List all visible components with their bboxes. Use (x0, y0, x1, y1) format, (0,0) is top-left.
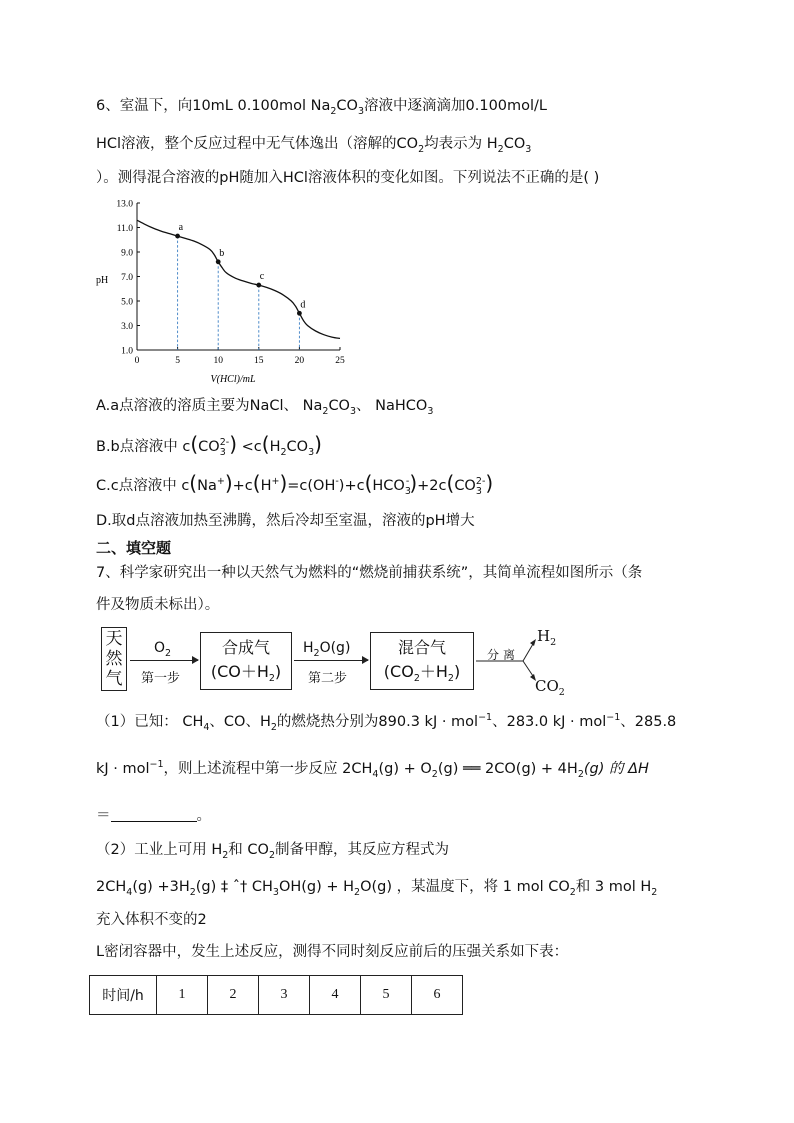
chart-ylabel: pH (96, 275, 109, 286)
sub: 2 (431, 768, 438, 780)
q6-line1-text-b: CO (336, 98, 358, 114)
sub: 2 (447, 673, 454, 685)
sub: 2 (270, 721, 277, 733)
opt-a-text-c: 、 NaHCO (356, 398, 428, 414)
p1-text-b: 、CO、H (209, 714, 271, 730)
opt-b-text-d: H (269, 439, 281, 455)
chart-xlabel: V(HCl)/mL (210, 374, 256, 385)
q7-line1: 7、科学家研究出一种以天然气为燃料的“燃烧前捕获系统”，其简单流程如图所示（条 (96, 565, 643, 581)
sub: 2 (330, 105, 337, 117)
sub: 4 (126, 886, 133, 898)
table-header-cell: 2 (208, 976, 259, 1015)
flow-arrow2-top (303, 640, 351, 659)
sub: 2 (189, 886, 196, 898)
flow-arrow1-bottom: 第一步 (141, 671, 181, 686)
p1-text-g: ，则上述流程中第一步反应 2CH (163, 761, 373, 777)
chart-x-tick-label: 10 (213, 356, 223, 366)
opt-c-text-h: +2c (417, 478, 447, 494)
flow-arrow1-top-text: O (154, 640, 166, 656)
q6-line1-text-c: 溶液中逐滴滴加0.100mol/L (364, 98, 548, 114)
flow-box-syngas (200, 632, 292, 690)
flow-out-h2-text: H (537, 627, 551, 645)
flow-split-down (523, 661, 533, 676)
table-header-cell: 4 (310, 976, 361, 1015)
sup: −1 (149, 759, 164, 771)
q6-option-b: B.b点溶液中 $c(CO_3^{2-}) <c(H_2CO_3)$ (96, 432, 322, 458)
flow-box-natural-gas (101, 627, 127, 691)
sub: 2 (550, 637, 557, 648)
chart-point-label-a: a (178, 222, 184, 234)
opt-c-text-e: =c(OH (287, 478, 336, 494)
sub: 3 (525, 143, 532, 155)
p2-text-c: 制备甲醇，其反应方程式为 (275, 842, 449, 858)
q6-line2-text-c: CO (503, 136, 526, 152)
ph-titration-chart (90, 195, 360, 390)
chart-point-label-c: c (259, 271, 265, 283)
flow-box3-bottom-c: ) (453, 662, 461, 681)
table-header-cell: 3 (259, 976, 310, 1015)
table-header-cell: 6 (412, 976, 463, 1015)
chart-x-tick-label: 15 (254, 356, 264, 366)
chart-y-tick-label: 3.0 (121, 322, 133, 332)
flow-out-h2 (537, 627, 557, 648)
flow-box-mixed-gas (370, 632, 474, 690)
chart-point-d (297, 311, 302, 316)
table-header-cell: 1 (157, 976, 208, 1015)
chart-x-tick-label: 25 (335, 356, 345, 366)
chart-series-line-ph (137, 220, 340, 338)
sub: 3 (357, 105, 365, 117)
sub: 3 (475, 485, 482, 497)
p2-text-b: 和 CO (228, 842, 269, 858)
p1-period: 。 (196, 808, 211, 824)
q7-p1-line2 (96, 759, 649, 779)
q7-p1-line3 (96, 806, 211, 826)
opt-c-text-f: )+c (338, 478, 365, 494)
flow-box1-char: 天 (105, 629, 123, 649)
sub: 2 (313, 647, 320, 659)
sub: 2 (222, 849, 229, 861)
sub: 2 (354, 886, 361, 898)
q7-line2: 件及物质未标出）。 (96, 597, 220, 613)
chart-point-a (175, 234, 180, 239)
flow-out-co2 (535, 677, 565, 698)
flow-arrow2 (294, 660, 368, 661)
chart-y-tick-label: 13.0 (116, 199, 133, 210)
flow-box2-bottom (201, 660, 291, 684)
p1-text-i: (g) ══ 2CO(g) + 4H (437, 761, 578, 777)
sub: 2 (280, 446, 287, 458)
flow-out-co2-text: CO (535, 677, 559, 695)
sub: 2 (577, 768, 584, 780)
flow-arrow1-head (192, 656, 199, 664)
chart-y-tick-label: 5.0 (121, 297, 133, 308)
sup: −1 (478, 712, 493, 724)
chart-y-tick-label: 1.0 (121, 346, 133, 357)
p2-text-g: OH(g) + H (278, 879, 355, 895)
sub: 2 (165, 647, 172, 659)
opt-c-text: C.c点溶液中 c (96, 478, 190, 494)
chart-point-b (216, 259, 221, 264)
opt-b-text-c: <c (237, 439, 262, 455)
q6-line1 (96, 96, 547, 116)
flow-box1-char: 气 (105, 669, 123, 689)
flow-arrow1 (130, 660, 198, 661)
p2-text-f: (g) ‡ ˆ† CH (195, 879, 273, 895)
opt-b-text-b: CO (198, 439, 220, 455)
q6-line3: ）。测得混合溶液的pH随加入HCl溶液体积的变化如图。下列说法不正确的是( ) (96, 170, 600, 186)
q6-line2-text-b: 均表示为 H (424, 136, 498, 152)
sub: 2 (413, 673, 420, 685)
flow-box2-top: 合成气 (221, 638, 270, 657)
p1-text-c: 的燃烧热分别为890.3 kJ · mol (276, 714, 479, 730)
chart-points (175, 222, 305, 316)
flow-box2-bottom-a: (CO＋H (210, 662, 269, 681)
q6-option-d: D.取d点溶液加热至沸腾，然后冷却至室温，溶液的pH增大 (96, 513, 475, 529)
p1-text-e: 、285.8 (620, 714, 677, 730)
chart-x-tick-label: 0 (134, 356, 140, 366)
chart-y-tick-label: 9.0 (121, 248, 133, 259)
chart-point-label-d: d (300, 299, 306, 311)
p2-text-i: 和 3 mol H (575, 879, 652, 895)
flow-split-up (523, 644, 533, 661)
chart-point-label-b: b (219, 247, 225, 259)
opt-a-text: A.a点溶液的溶质主要为NaCl、 Na (96, 398, 323, 414)
p1-text-h: (g) + O (378, 761, 432, 777)
flow-arrow1-top (154, 640, 172, 659)
p2-text-e: (g) +3H (132, 879, 190, 895)
chart-y-tick-label: 11.0 (116, 224, 133, 234)
flow-box3-bottom-b: ＋H (419, 662, 448, 681)
q6-option-a (96, 396, 433, 416)
chart-x-tick-label: 20 (294, 356, 305, 366)
sup: −1 (606, 712, 621, 724)
table-row (90, 976, 463, 1015)
sup: - (405, 476, 410, 488)
table-header-cell: 时间/h (90, 976, 157, 1015)
chart-x-tick-label: 5 (175, 356, 180, 366)
sup: 2- (219, 437, 230, 449)
sub: 3 (219, 446, 226, 458)
flow-arrow2-top-b: O(g) (319, 640, 351, 656)
p1-text-j: (g) 的 ΔH (583, 761, 649, 777)
sub: 3 (272, 886, 279, 898)
sub: 2 (322, 405, 329, 417)
flow-box3-bottom-a: (CO (383, 662, 414, 681)
sub: 2 (569, 886, 576, 898)
q7-p2-line3: 充入体积不变的2 (96, 912, 207, 928)
opt-c-text-c: +c (232, 478, 253, 494)
q6-option-c: C.c点溶液中 $c(Na^+)+c(H^+)=c(OH^-)+c(HCO_3^-)+2c(CO_3^{2-})$ (96, 471, 494, 497)
sub: 3 (404, 485, 411, 497)
sub: 3 (308, 446, 315, 458)
p1-text-f: kJ · mol (96, 761, 150, 777)
q7-p2-line2 (96, 877, 657, 897)
flow-arrow2-bottom: 第二步 (308, 671, 348, 686)
sub: 3 (427, 405, 434, 417)
chart-y-tick-label: 7.0 (121, 273, 133, 283)
chart-axes (116, 200, 345, 367)
opt-c-text-i: CO (454, 478, 476, 494)
sub: 2 (558, 687, 565, 698)
opt-c-text-b: Na (197, 478, 217, 494)
flow-arrow3-label: 分离 (487, 648, 520, 662)
sup: 2- (475, 476, 486, 488)
p2-text-d: 2CH (96, 879, 127, 895)
opt-a-text-b: CO (328, 398, 350, 414)
sub: 3 (349, 405, 357, 417)
sup: - (335, 476, 339, 488)
p1-text-d: 、283.0 kJ · mol (492, 714, 607, 730)
p2-text-a: （2）工业上可用 H (96, 842, 223, 858)
chart-point-c (256, 283, 261, 288)
sub: 2 (497, 143, 504, 155)
sup: + (216, 476, 225, 488)
p2-text-h: O(g) ，某温度下，将 1 mol CO (360, 879, 570, 895)
sup: + (271, 476, 280, 488)
answer-blank[interactable] (111, 807, 197, 822)
pressure-table (89, 975, 463, 1015)
opt-c-text-g: HCO (372, 478, 405, 494)
sub: 2 (268, 849, 275, 861)
opt-b-text-e: CO (286, 439, 309, 455)
q6-line2 (96, 134, 531, 154)
q7-p2-line1 (96, 840, 449, 860)
flow-arrow2-top-a: H (303, 640, 314, 656)
flow-box1-char: 然 (105, 649, 123, 669)
section-title: 二、填空题 (96, 539, 172, 557)
opt-c-text-d: H (260, 478, 272, 494)
q6-line1-text-a: 6、室温下，向10mL 0.100mol Na (96, 98, 331, 114)
flow-split-up-head (530, 639, 536, 646)
flow-box3-bottom (371, 660, 473, 684)
sub: 2 (418, 143, 425, 155)
sub: 2 (268, 673, 275, 685)
opt-b-text: B.b点溶液中 c (96, 439, 191, 455)
flow-arrow2-head (362, 656, 369, 664)
q7-p2-line4: L密闭容器中，发生上述反应，测得不同时刻反应前后的压强关系如下表： (96, 944, 569, 960)
p1-text-a: （1）已知： CH (96, 714, 204, 730)
sub: 2 (651, 886, 658, 898)
sub: 4 (372, 768, 379, 780)
sub: 4 (203, 721, 210, 733)
q7-p1-line1 (96, 712, 676, 732)
flow-box3-top: 混合气 (397, 638, 446, 657)
flow-box2-bottom-b: ) (274, 662, 282, 681)
table-header-cell: 5 (361, 976, 412, 1015)
q6-line2-text-a: HCl溶液，整个反应过程中无气体逸出（溶解的CO (96, 136, 419, 152)
p1-equals: ＝ (96, 808, 111, 824)
